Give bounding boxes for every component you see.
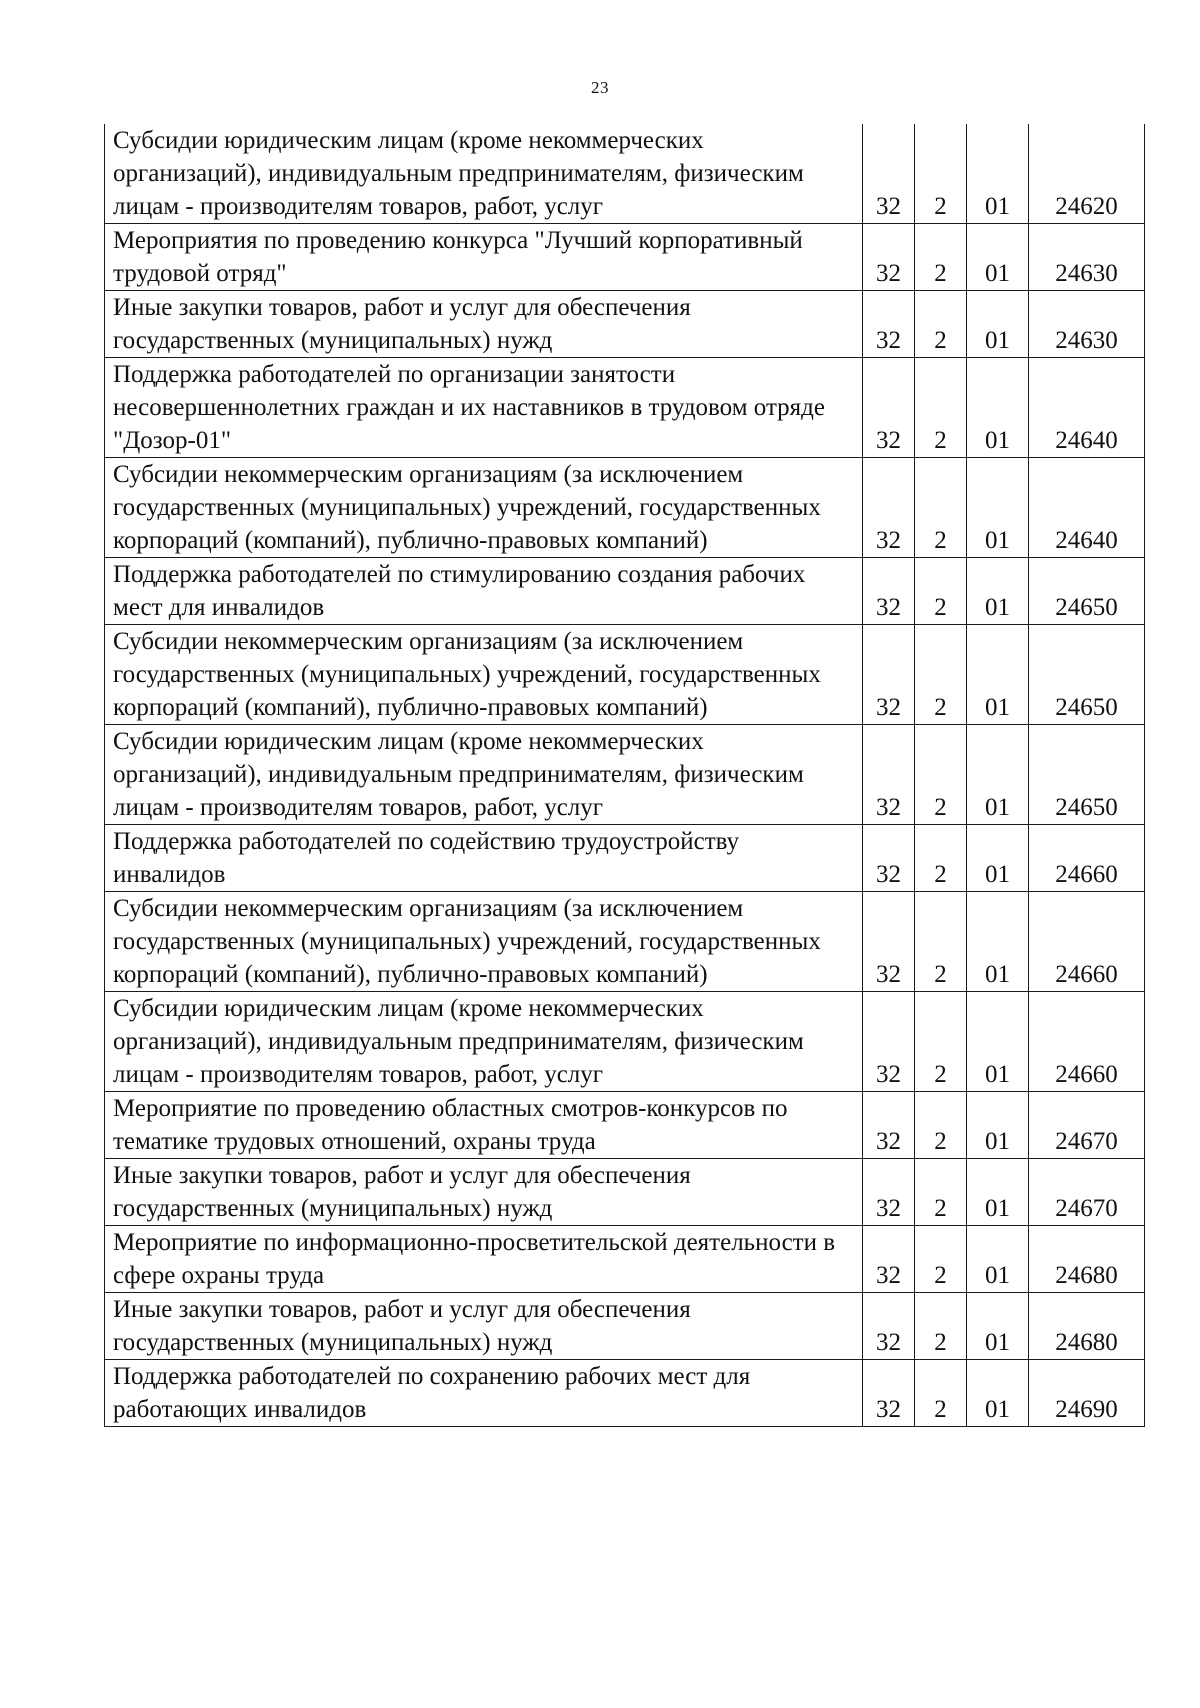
program-code: 32 (863, 1159, 915, 1226)
program-code: 32 (863, 358, 915, 458)
table-row (105, 124, 1145, 224)
subprogram-code: 2 (915, 992, 967, 1092)
expense-name: Поддержка работодателей по содействию трудоустройству инвалидов (105, 825, 863, 892)
expense-name: Мероприятие по информационно-просветительской деятельности в сфере охраны труда (105, 1226, 863, 1293)
subprogram-code: 2 (915, 291, 967, 358)
subprogram-code: 2 (915, 358, 967, 458)
program-code: 32 (863, 625, 915, 725)
direction-code: 24640 (1029, 458, 1145, 558)
table-body (105, 124, 1145, 1427)
direction-code: 24670 (1029, 1159, 1145, 1226)
main-event-code: 01 (967, 1226, 1029, 1293)
main-event-code: 01 (967, 1293, 1029, 1360)
direction-code: 24630 (1029, 291, 1145, 358)
program-code: 32 (863, 291, 915, 358)
expense-name: Мероприятие по проведению областных смотров-конкурсов по тематике трудовых отношений, охраны труда (105, 1092, 863, 1159)
expense-name: Субсидии некоммерческим организациям (за исключением государственных (муниципальных) учреждений, государственных корпораций (компаний), публично-правовых компаний) (105, 458, 863, 558)
main-event-code: 01 (967, 625, 1029, 725)
subprogram-code: 2 (915, 224, 967, 291)
program-code: 32 (863, 458, 915, 558)
main-event-code: 01 (967, 558, 1029, 625)
subprogram-code: 2 (915, 124, 967, 224)
main-event-code: 01 (967, 1159, 1029, 1226)
subprogram-code: 2 (915, 558, 967, 625)
program-code: 32 (863, 1092, 915, 1159)
table-row (105, 1360, 1145, 1427)
direction-code: 24660 (1029, 892, 1145, 992)
program-code: 32 (863, 124, 915, 224)
program-code: 32 (863, 725, 915, 825)
table-row (105, 358, 1145, 458)
program-code: 32 (863, 892, 915, 992)
main-event-code: 01 (967, 124, 1029, 224)
main-event-code: 01 (967, 892, 1029, 992)
subprogram-code: 2 (915, 1159, 967, 1226)
main-event-code: 01 (967, 992, 1029, 1092)
program-code: 32 (863, 1226, 915, 1293)
subprogram-code: 2 (915, 625, 967, 725)
direction-code: 24690 (1029, 1360, 1145, 1427)
direction-code: 24640 (1029, 358, 1145, 458)
expense-name: Иные закупки товаров, работ и услуг для обеспечения государственных (муниципальных) нужд (105, 1293, 863, 1360)
table-row (105, 1293, 1145, 1360)
direction-code: 24680 (1029, 1293, 1145, 1360)
table-row (105, 1226, 1145, 1293)
expense-name: Поддержка работодателей по сохранению рабочих мест для работающих инвалидов (105, 1360, 863, 1427)
direction-code: 24670 (1029, 1092, 1145, 1159)
expense-name: Субсидии некоммерческим организациям (за исключением государственных (муниципальных) учреждений, государственных корпораций (компаний), публично-правовых компаний) (105, 892, 863, 992)
expense-name: Субсидии некоммерческим организациям (за исключением государственных (муниципальных) учреждений, государственных корпораций (компаний), публично-правовых компаний) (105, 625, 863, 725)
main-event-code: 01 (967, 291, 1029, 358)
subprogram-code: 2 (915, 1360, 967, 1427)
direction-code: 24620 (1029, 124, 1145, 224)
table-row (105, 458, 1145, 558)
table-row (105, 1092, 1145, 1159)
table-row (105, 224, 1145, 291)
program-code: 32 (863, 1360, 915, 1427)
expense-name: Мероприятия по проведению конкурса "Лучший корпоративный трудовой отряд" (105, 224, 863, 291)
expense-name: Иные закупки товаров, работ и услуг для обеспечения государственных (муниципальных) нужд (105, 291, 863, 358)
table-row (105, 558, 1145, 625)
table-row (105, 1159, 1145, 1226)
subprogram-code: 2 (915, 1226, 967, 1293)
expense-name: Поддержка работодателей по организации занятости несовершеннолетних граждан и их наставников в трудовом отряде "Дозор-01" (105, 358, 863, 458)
direction-code: 24650 (1029, 725, 1145, 825)
main-event-code: 01 (967, 224, 1029, 291)
program-code: 32 (863, 992, 915, 1092)
program-code: 32 (863, 825, 915, 892)
expense-name: Поддержка работодателей по стимулированию создания рабочих мест для инвалидов (105, 558, 863, 625)
program-code: 32 (863, 1293, 915, 1360)
main-event-code: 01 (967, 1360, 1029, 1427)
expense-name: Субсидии юридическим лицам (кроме некоммерческих организаций), индивидуальным предпринимателям, физическим лицам - производителям товаров, работ, услуг (105, 124, 863, 224)
table-row (105, 291, 1145, 358)
table-row (105, 825, 1145, 892)
subprogram-code: 2 (915, 1293, 967, 1360)
program-code: 32 (863, 224, 915, 291)
subprogram-code: 2 (915, 458, 967, 558)
table-row (105, 725, 1145, 825)
main-event-code: 01 (967, 1092, 1029, 1159)
direction-code: 24680 (1029, 1226, 1145, 1293)
main-event-code: 01 (967, 358, 1029, 458)
main-event-code: 01 (967, 725, 1029, 825)
expense-name: Субсидии юридическим лицам (кроме некоммерческих организаций), индивидуальным предпринимателям, физическим лицам - производителям товаров, работ, услуг (105, 992, 863, 1092)
main-event-code: 01 (967, 458, 1029, 558)
subprogram-code: 2 (915, 1092, 967, 1159)
expense-name: Субсидии юридическим лицам (кроме некоммерческих организаций), индивидуальным предпринимателям, физическим лицам - производителям товаров, работ, услуг (105, 725, 863, 825)
main-event-code: 01 (967, 825, 1029, 892)
page-number: 23 (591, 78, 609, 97)
expense-name: Иные закупки товаров, работ и услуг для обеспечения государственных (муниципальных) нужд (105, 1159, 863, 1226)
direction-code: 24650 (1029, 558, 1145, 625)
direction-code: 24630 (1029, 224, 1145, 291)
direction-code: 24650 (1029, 625, 1145, 725)
subprogram-code: 2 (915, 725, 967, 825)
table-row (105, 892, 1145, 992)
direction-code: 24660 (1029, 992, 1145, 1092)
table-row (105, 625, 1145, 725)
direction-code: 24660 (1029, 825, 1145, 892)
budget-classification-table (104, 124, 1145, 1427)
subprogram-code: 2 (915, 825, 967, 892)
subprogram-code: 2 (915, 892, 967, 992)
program-code: 32 (863, 558, 915, 625)
table-row (105, 992, 1145, 1092)
